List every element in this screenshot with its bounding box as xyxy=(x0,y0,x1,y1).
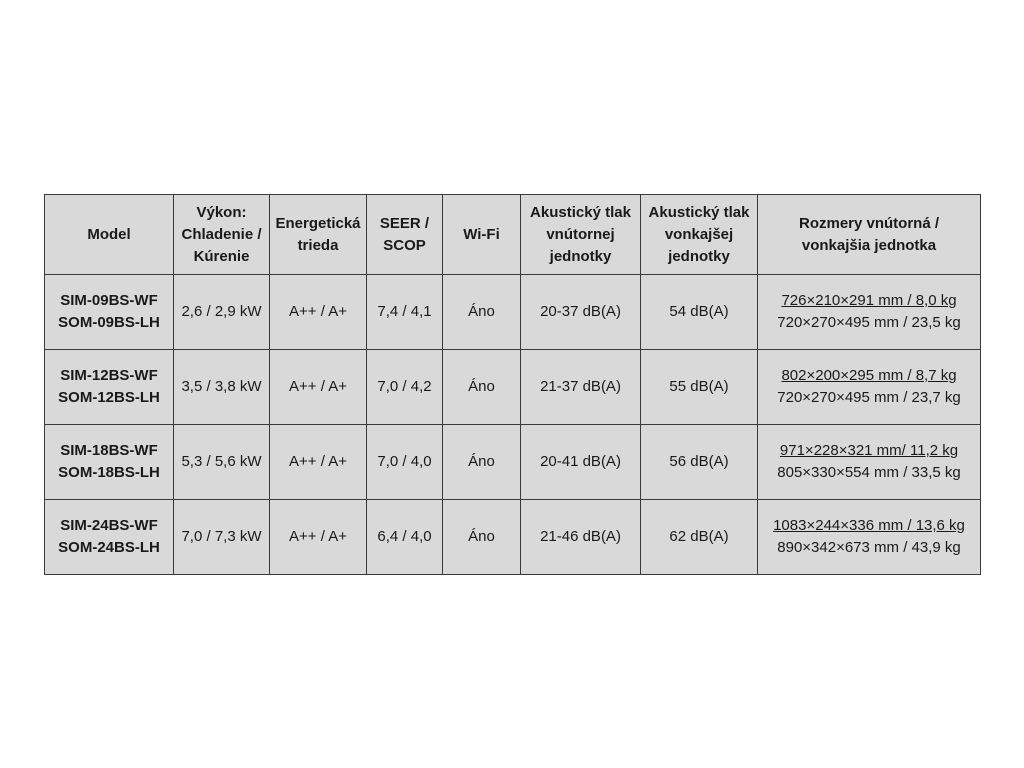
seer-scop-cell: 7,0 / 4,0 xyxy=(367,425,443,500)
wifi-cell: Áno xyxy=(443,425,521,500)
dims-indoor: 1083×244×336 mm / 13,6 kg xyxy=(773,517,965,534)
specs-table xyxy=(44,194,981,575)
wifi-cell: Áno xyxy=(443,275,521,350)
model-cell: SIM-18BS-WF SOM-18BS-LH xyxy=(45,425,174,500)
table-row xyxy=(45,500,981,575)
wifi-cell: Áno xyxy=(443,500,521,575)
header-dimensions: Rozmery vnútorná / vonkajšia jednotka xyxy=(758,195,981,275)
wifi-cell: Áno xyxy=(443,350,521,425)
dimensions-cell xyxy=(758,500,981,575)
header-model: Model xyxy=(45,195,174,275)
energy-class-cell: A++ / A+ xyxy=(270,350,367,425)
power-cell: 5,3 / 5,6 kW xyxy=(174,425,270,500)
model-cell: SIM-12BS-WF SOM-12BS-LH xyxy=(45,350,174,425)
noise-outdoor-cell: 55 dB(A) xyxy=(641,350,758,425)
header-energy-class: Energetická trieda xyxy=(270,195,367,275)
header-row xyxy=(45,195,981,275)
energy-class-cell: A++ / A+ xyxy=(270,275,367,350)
power-cell: 7,0 / 7,3 kW xyxy=(174,500,270,575)
header-noise-outdoor: Akustický tlak vonkajšej jednotky xyxy=(641,195,758,275)
table-row xyxy=(45,275,981,350)
dims-outdoor: 720×270×495 mm / 23,7 kg xyxy=(777,389,961,406)
dimensions-cell xyxy=(758,275,981,350)
dimensions-cell xyxy=(758,425,981,500)
noise-indoor-cell: 20-41 dB(A) xyxy=(521,425,641,500)
header-noise-indoor: Akustický tlak vnútornej jednotky xyxy=(521,195,641,275)
header-seer-scop: SEER / SCOP xyxy=(367,195,443,275)
noise-indoor-cell: 21-46 dB(A) xyxy=(521,500,641,575)
noise-indoor-cell: 21-37 dB(A) xyxy=(521,350,641,425)
model-cell: SIM-24BS-WF SOM-24BS-LH xyxy=(45,500,174,575)
dims-outdoor: 805×330×554 mm / 33,5 kg xyxy=(777,464,961,481)
power-cell: 3,5 / 3,8 kW xyxy=(174,350,270,425)
header-wifi: Wi-Fi xyxy=(443,195,521,275)
table-row xyxy=(45,425,981,500)
model-cell: SIM-09BS-WF SOM-09BS-LH xyxy=(45,275,174,350)
noise-indoor-cell: 20-37 dB(A) xyxy=(521,275,641,350)
header-power: Výkon: Chladenie / Kúrenie xyxy=(174,195,270,275)
dimensions-cell xyxy=(758,350,981,425)
energy-class-cell: A++ / A+ xyxy=(270,500,367,575)
noise-outdoor-cell: 54 dB(A) xyxy=(641,275,758,350)
power-cell: 2,6 / 2,9 kW xyxy=(174,275,270,350)
dims-outdoor: 720×270×495 mm / 23,5 kg xyxy=(777,314,961,331)
energy-class-cell: A++ / A+ xyxy=(270,425,367,500)
noise-outdoor-cell: 56 dB(A) xyxy=(641,425,758,500)
dims-outdoor: 890×342×673 mm / 43,9 kg xyxy=(777,539,961,556)
dims-indoor: 726×210×291 mm / 8,0 kg xyxy=(781,292,957,309)
noise-outdoor-cell: 62 dB(A) xyxy=(641,500,758,575)
seer-scop-cell: 7,4 / 4,1 xyxy=(367,275,443,350)
table-row xyxy=(45,350,981,425)
seer-scop-cell: 7,0 / 4,2 xyxy=(367,350,443,425)
dims-indoor: 971×228×321 mm/ 11,2 kg xyxy=(779,442,959,459)
seer-scop-cell: 6,4 / 4,0 xyxy=(367,500,443,575)
dims-indoor: 802×200×295 mm / 8,7 kg xyxy=(781,367,957,384)
